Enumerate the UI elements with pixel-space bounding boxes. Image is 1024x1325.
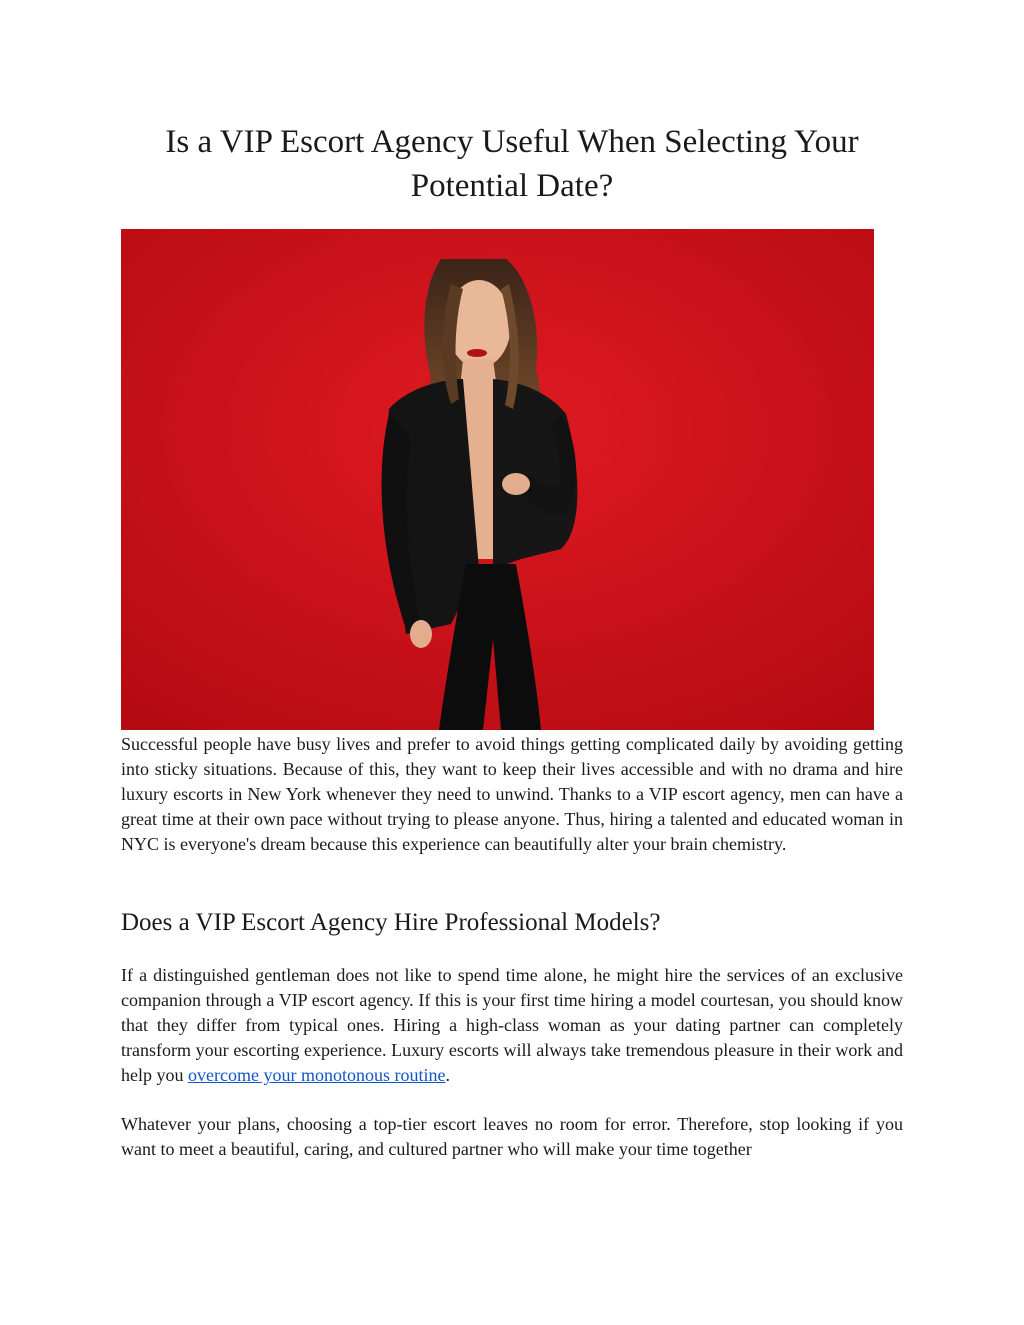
hero-photo xyxy=(121,229,874,730)
section-paragraph-end: . xyxy=(445,1065,450,1085)
intro-paragraph: Successful people have busy lives and prefer to avoid things getting complicated daily by avoiding getting into sticky situations. Because of this, they want to keep their lives accessible and with no drama and hire luxury escorts in New York whenever they need to unwind. Thanks to a VIP escort agency, men can have a great time at their own pace without trying to please anyone. Thus, hiring a talented and educated woman in NYC is everyone's dream because this experience can beautifully alter your brain chemistry. xyxy=(121,734,903,854)
section-paragraph xyxy=(121,963,903,1088)
section-heading: Does a VIP Escort Agency Hire Professional Models? xyxy=(121,909,661,936)
document-title: Is a VIP Escort Agency Useful When Selecting Your Potential Date? xyxy=(165,124,859,204)
section-paragraph-text: If a distinguished gentleman does not like to spend time alone, he might hire the services of an exclusive companion through a VIP escort agency. If this is your first time hiring a model courtesan, you should know that they differ from typical ones. Hiring a high-class woman as your dating partner can completely transform your escorting experience. Luxury escorts will always take tremendous pleasure in their work and help you xyxy=(121,965,903,1085)
closing-paragraph: Whatever your plans, choosing a top-tier escort leaves no room for error. Therefore, stop looking if you want to meet a beautiful, caring, and cultured partner who will make your time together xyxy=(121,1114,903,1159)
monotonous-routine-link[interactable]: overcome your monotonous routine xyxy=(188,1065,446,1085)
